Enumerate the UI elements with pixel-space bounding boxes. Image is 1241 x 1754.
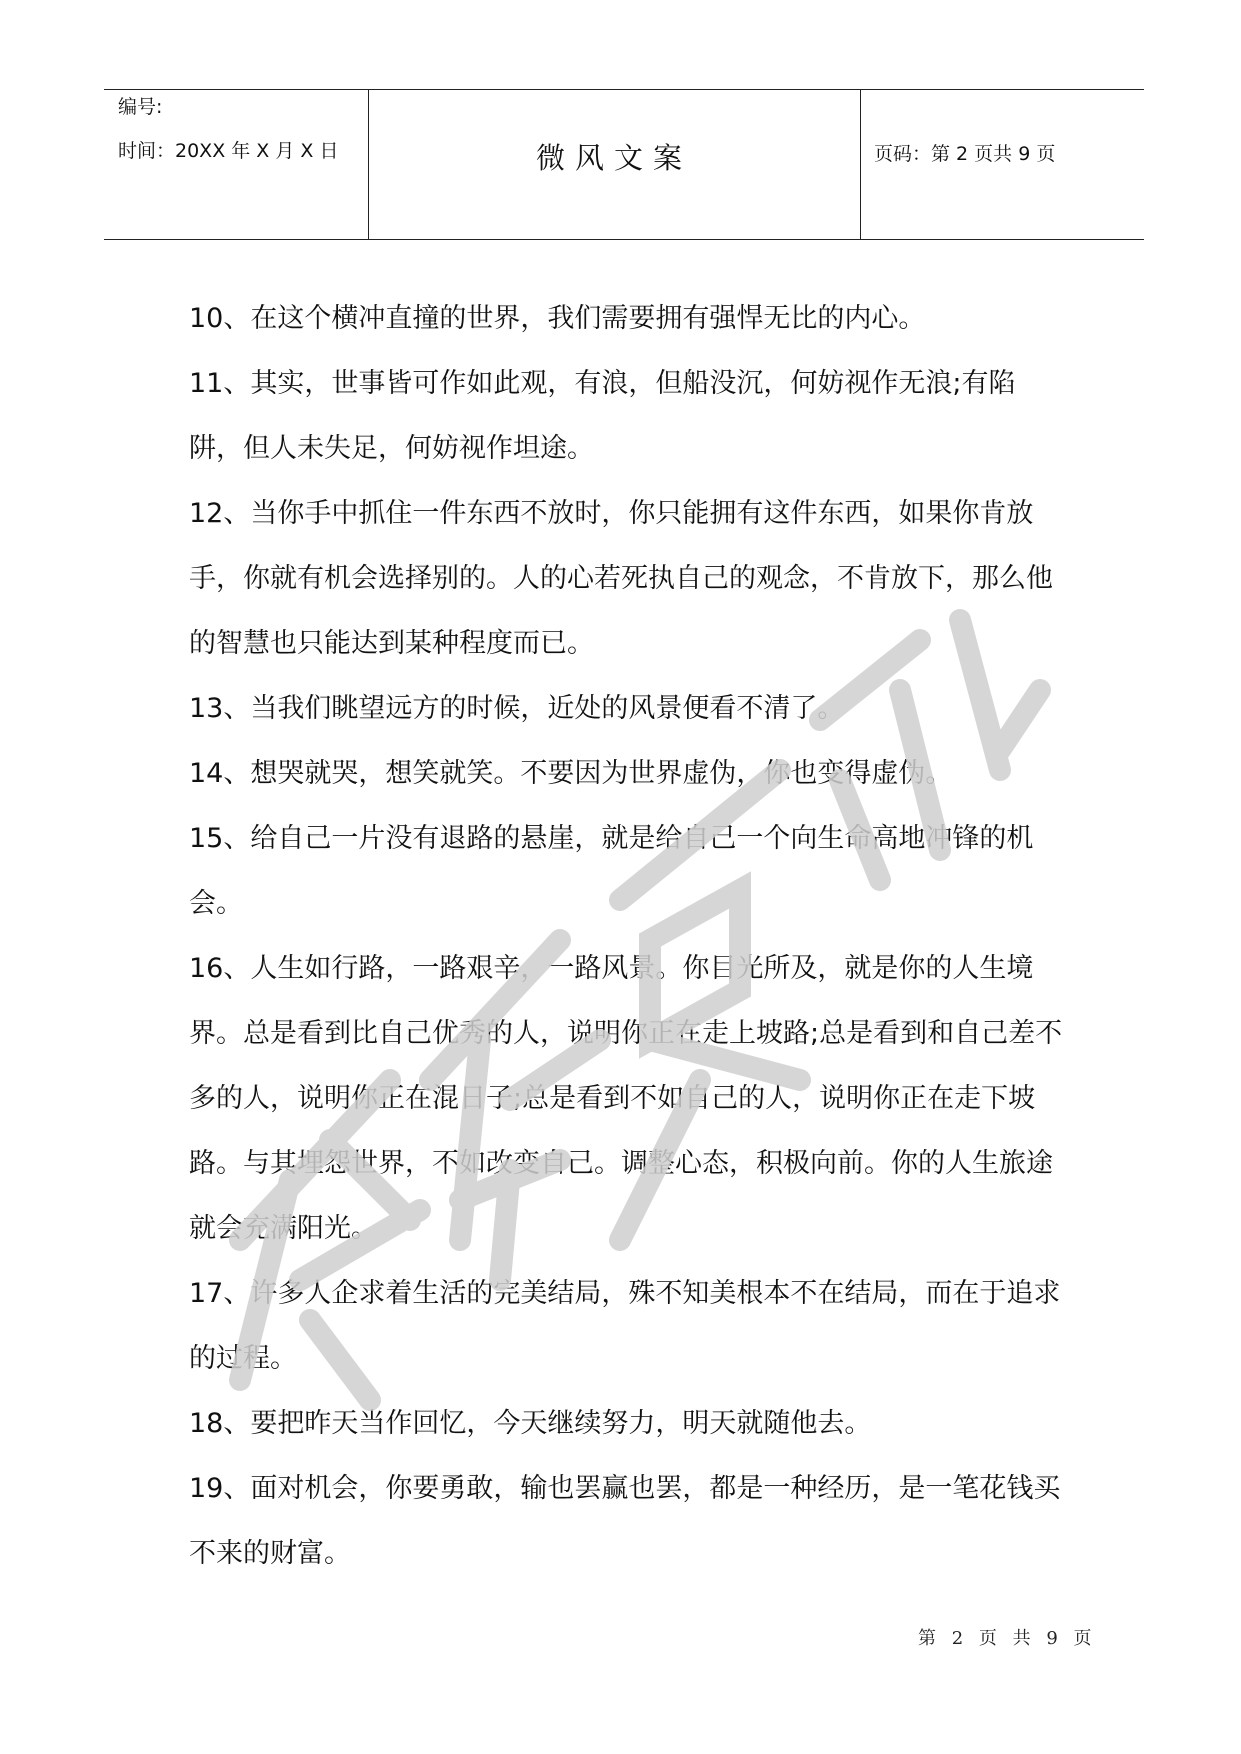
quote-item: 13、当我们眺望远方的时候，近处的风景便看不清了。: [189, 693, 845, 724]
quote-item: 16、人生如行路，一路艰辛，一路风景。你目光所及，就是你的人生境界。总是看到比自己优秀的人，说明你正在走上坡路;总是看到和自己差不多的人，说明你正在混日子;总是看到不如自己的人，说明你正在走下坡路。与其埋怨世界，不如改变自己。调整心态，积极向前。你的人生旅途就会充满阳光。: [189, 953, 1063, 1244]
quote-item: 15、给自己一片没有退路的悬崖，就是给自己一个向生命高地冲锋的机会。: [189, 823, 1034, 919]
quote-item: 12、当你手中抓住一件东西不放时，你只能拥有这件东西，如果你肯放手，你就有机会选择别的。人的心若死执自己的观念，不肯放下，那么他的智慧也只能达到某种程度而已。: [189, 498, 1053, 659]
quote-item: 10、在这个横冲直撞的世界，我们需要拥有强悍无比的内心。: [189, 303, 926, 334]
quote-item: 18、要把昨天当作回忆，今天继续努力，明天就随他去。: [189, 1408, 872, 1439]
header-page-label: 页码：第 2 页共 9 页: [874, 143, 1056, 165]
header-divider-right: [860, 90, 861, 239]
quote-item: 17、许多人企求着生活的完美结局，殊不知美根本不在结局，而在于追求的过程。: [189, 1278, 1061, 1374]
document-header: [104, 89, 1144, 240]
quote-item: 14、想哭就哭，想笑就笑。不要因为世界虚伪，你也变得虚伪。: [189, 758, 953, 789]
document-number-label: 编号:: [118, 96, 163, 118]
document-title: 微风文案: [535, 141, 692, 175]
quote-item: 11、其实，世事皆可作如此观，有浪，但船没沉，何妨视作无浪;有陷阱，但人未失足，何妨视作坦途。: [189, 368, 1016, 464]
page-footer: 第 2 页 共 9 页: [918, 1628, 1097, 1649]
document-time-label: 时间：20XX 年 X 月 X 日: [118, 140, 339, 162]
quote-list: [189, 286, 1069, 1586]
quote-item: 19、面对机会，你要勇敢，输也罢赢也罢，都是一种经历，是一笔花钱买不来的财富。: [189, 1473, 1061, 1569]
